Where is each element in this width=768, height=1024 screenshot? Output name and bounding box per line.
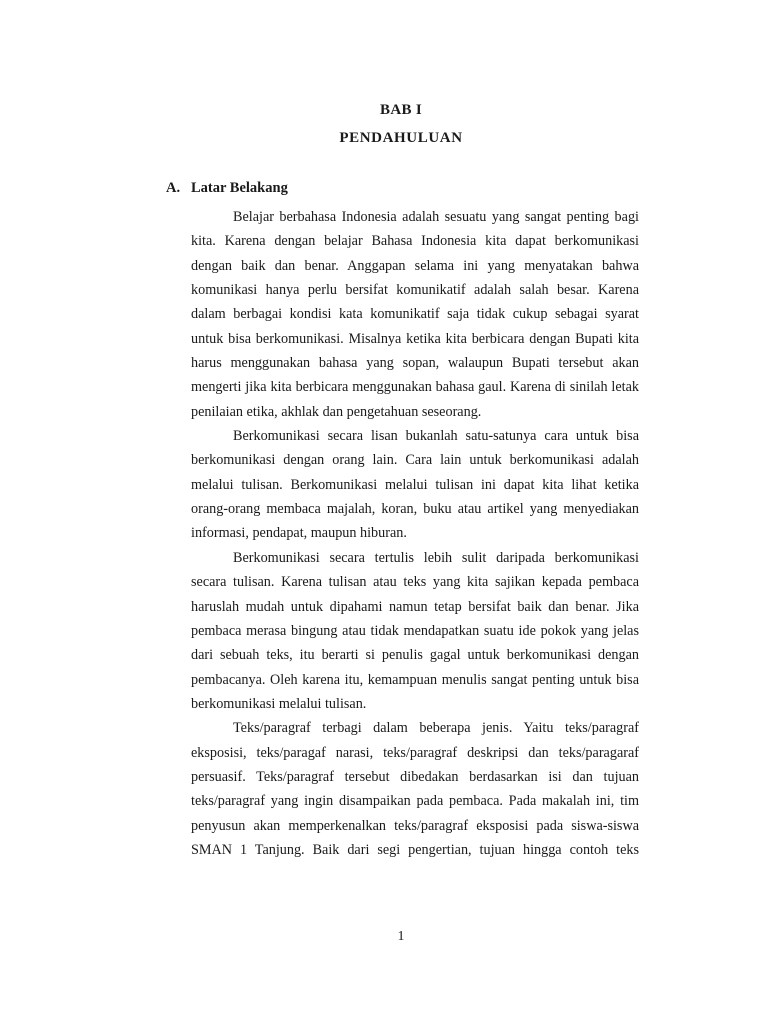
paragraph-2 — [191, 424, 639, 546]
text-line: eksposisi, teks/paragaf narasi, teks/paragraf deskripsi dan teks/paragaraf — [191, 744, 639, 761]
text-line: dalam berbagai kondisi kata komunikatif saja tidak cukup sebagai syarat — [191, 306, 639, 323]
text-line: Berkomunikasi secara lisan bukanlah satu-satunya cara untuk bisa — [233, 428, 639, 445]
text-line: SMAN 1 Tanjung. Baik dari segi pengertian, tujuan hingga contoh teks — [191, 841, 639, 858]
text-line: secara tulisan. Karena tulisan atau teks yang kita sajikan kepada pembaca — [191, 574, 639, 591]
text-line: informasi, pendapat, maupun hiburan. — [191, 525, 407, 542]
text-line: harus menggunakan bahasa yang sopan, walaupun Bupati tersebut akan — [191, 355, 639, 372]
body-text — [191, 205, 639, 862]
page-number: 1 — [397, 929, 405, 944]
text-line: melalui tulisan. Berkomunikasi melalui tulisan ini dapat kita lihat ketika — [191, 476, 639, 493]
text-line: berkomunikasi melalui tulisan. — [191, 695, 367, 712]
text-line: pembacanya. Oleh karena itu, kemampuan menulis sangat penting untuk bisa — [191, 671, 639, 688]
text-line: penilaian etika, akhlak dan pengetahuan seseorang. — [191, 403, 482, 420]
text-line: dengan baik dan benar. Anggapan selama ini yang menyatakan bahwa — [191, 257, 639, 274]
text-line: Teks/paragraf terbagi dalam beberapa jenis. Yaitu teks/paragraf — [233, 720, 639, 737]
text-line: orang-orang membaca majalah, koran, buku atau artikel yang menyediakan — [191, 501, 639, 518]
text-line: mengerti jika kita berbicara menggunakan bahasa gaul. Karena di sinilah letak — [191, 379, 639, 396]
text-line: penyusun akan memperkenalkan teks/paragraf eksposisi pada siswa-siswa — [191, 817, 639, 834]
text-line: untuk bisa berkomunikasi. Misalnya ketika kita berbicara dengan Bupati kita — [191, 330, 639, 347]
paragraph-1 — [191, 205, 639, 424]
text-line: komunikasi hanya perlu bersifat komunikatif adalah salah besar. Karena — [191, 282, 639, 299]
text-line: haruslah mudah untuk dipahami namun tetap bersifat baik dan benar. Jika — [191, 598, 639, 615]
section-heading — [166, 180, 288, 197]
text-line: kita. Karena dengan belajar Bahasa Indonesia kita dapat berkomunikasi — [191, 233, 639, 250]
paragraph-4 — [191, 716, 639, 862]
chapter-title: PENDAHULUAN — [339, 130, 463, 146]
text-line: dari sebuah teks, itu berarti si penulis gagal untuk berkomunikasi dengan — [191, 647, 639, 664]
section-title: Latar Belakang — [191, 180, 288, 196]
text-line: berkomunikasi dengan orang lain. Cara lain untuk berkomunikasi adalah — [191, 452, 639, 469]
section-number: A. — [166, 180, 181, 196]
text-line: teks/paragraf yang ingin disampaikan pada pembaca. Pada makalah ini, tim — [191, 793, 639, 810]
text-line: Belajar berbahasa Indonesia adalah sesuatu yang sangat penting bagi — [233, 209, 639, 225]
text-line: pembaca merasa bingung atau tidak mendapatkan suatu ide pokok yang jelas — [191, 622, 639, 639]
paragraph-3 — [191, 546, 639, 716]
chapter-number: BAB I — [380, 102, 422, 118]
text-line: Berkomunikasi secara tertulis lebih sulit daripada berkomunikasi — [233, 549, 639, 566]
text-line: persuasif. Teks/paragraf tersebut dibedakan berdasarkan isi dan tujuan — [191, 768, 639, 785]
